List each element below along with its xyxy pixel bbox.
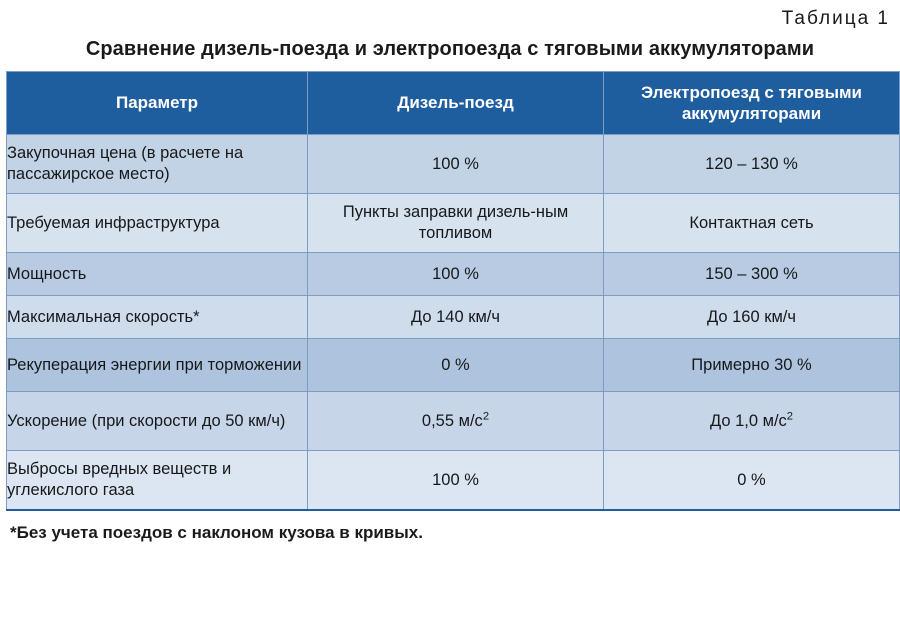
table-header-row	[7, 72, 900, 135]
column-header-parameter: Параметр	[7, 72, 308, 135]
table-body	[7, 135, 900, 511]
table-footnote: *Без учета поездов с наклоном кузова в кривых.	[10, 523, 423, 542]
row-value-electro-emissions: 0 %	[604, 451, 900, 511]
row-value-diesel-emissions: 100 %	[308, 451, 604, 511]
row-value-diesel-power: 100 %	[308, 253, 604, 296]
table-header	[7, 72, 900, 135]
row-parameter-purchase-price: Закупочная цена (в расчете на пассажирское место)	[7, 135, 308, 194]
row-parameter-power: Мощность	[7, 253, 308, 296]
table-row	[7, 339, 900, 392]
table-row	[7, 253, 900, 296]
row-value-electro-purchase-price: 120 – 130 %	[604, 135, 900, 194]
row-value-electro-infrastructure: Контактная сеть	[604, 194, 900, 253]
row-value-electro-max-speed: До 160 км/ч	[604, 296, 900, 339]
row-value-diesel-infrastructure: Пункты заправки дизель-ным топливом	[308, 194, 604, 253]
page-title: Сравнение дизель-поезда и электропоезда с тяговыми аккумуляторами	[85, 38, 815, 60]
table-row	[7, 194, 900, 253]
table-row	[7, 392, 900, 451]
row-value-diesel-acceleration: 0,55 $м/с^2$	[308, 392, 604, 451]
column-header-battery-electric-train: Электропоезд с тяговыми аккумуляторами	[604, 72, 900, 135]
comparison-table	[6, 71, 900, 511]
row-parameter-max-speed: Максимальная скорость*	[7, 296, 308, 339]
row-parameter-acceleration: Ускорение (при скорости до 50 км/ч)	[7, 392, 308, 451]
row-parameter-energy-recuperation: Рекуперация энергии при торможении	[7, 339, 308, 392]
row-value-diesel-max-speed: До 140 км/ч	[308, 296, 604, 339]
row-value-electro-acceleration: До 1,0 $м/с^2$	[604, 392, 900, 451]
row-value-electro-energy-recuperation: Примерно 30 %	[604, 339, 900, 392]
row-value-diesel-energy-recuperation: 0 %	[308, 339, 604, 392]
row-value-diesel-purchase-price: 100 %	[308, 135, 604, 194]
table-row	[7, 296, 900, 339]
table-row	[7, 135, 900, 194]
table-row	[7, 451, 900, 511]
row-parameter-infrastructure: Требуемая инфраструктура	[7, 194, 308, 253]
row-value-electro-power: 150 – 300 %	[604, 253, 900, 296]
table-number-label: Таблица 1	[781, 8, 890, 29]
row-parameter-emissions: Выбросы вредных веществ и углекислого газа	[7, 451, 308, 511]
column-header-diesel-train: Дизель-поезд	[308, 72, 604, 135]
